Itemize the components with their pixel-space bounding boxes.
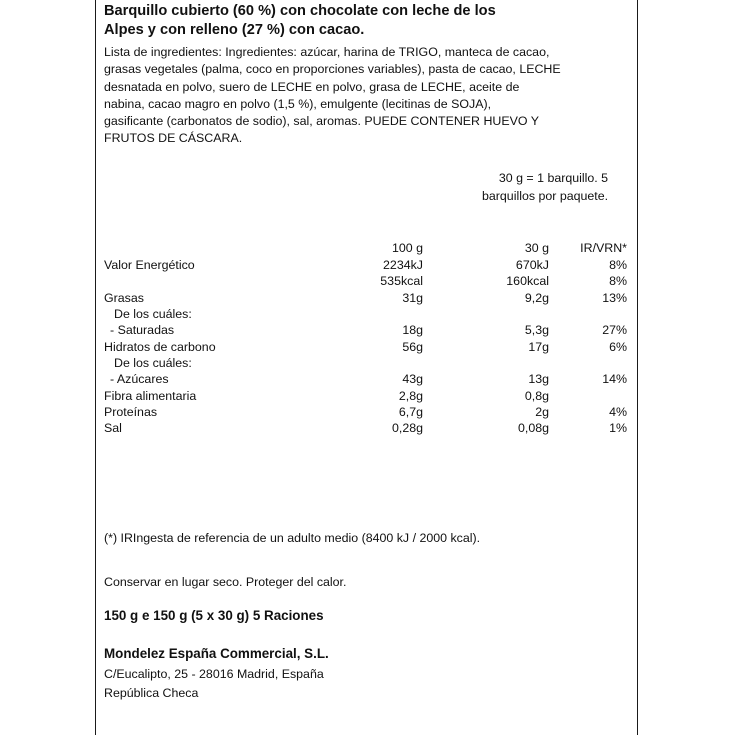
nutrient-serving: 5,3g (524, 323, 549, 337)
nutrient-rdi: 6% (609, 340, 627, 354)
nutrient-label: Fibra alimentaria (104, 389, 197, 403)
nutrient-rdi: 8% (609, 258, 627, 272)
title-line-1: Barquillo cubierto (60 %) con chocolate con leche de los (104, 3, 496, 19)
company-name: Mondelez España Commercial, S.L. (104, 646, 329, 661)
nutrient-label: Valor Energético (104, 258, 195, 272)
nutrient-label: Proteínas (104, 405, 158, 419)
nutrient-per100: 6,7g (398, 405, 423, 419)
ingredients-line: grasas vegetales (palma, coco en proporciones variables), pasta de cacao, LECHE (104, 62, 561, 77)
storage-instructions: Conservar en lugar seco. Proteger del calor. (104, 575, 347, 589)
nutrient-rdi: 13% (602, 291, 627, 305)
nutrient-rdi: 1% (609, 421, 627, 435)
nutrient-per100: 2,8g (398, 389, 423, 403)
nutrient-serving: 2g (535, 405, 549, 419)
nutrient-rdi: 8% (609, 274, 627, 288)
header-per100: 100 g (391, 241, 423, 255)
nutrient-per100: 56g (402, 340, 423, 354)
nutrient-label: De los cuáles: (114, 356, 192, 370)
net-weight: 150 g e 150 g (5 x 30 g) 5 Raciones (104, 608, 324, 623)
ingredients-line: desnatada en polvo, suero de LECHE en polvo, grasa de LECHE, aceite de (104, 79, 520, 94)
nutrient-per100: 0,28g (391, 421, 423, 435)
ingredients-list (104, 44, 561, 148)
nutrient-label: Grasas (104, 291, 144, 305)
nutrient-rdi: 4% (609, 405, 627, 419)
nutrient-serving: 670kJ (515, 258, 549, 272)
ingredients-line: gasificante (carbonatos de sodio), sal, aromas. PUEDE CONTENER HUEVO Y (104, 114, 539, 129)
nutrient-serving: 0,08g (517, 421, 549, 435)
nutrient-label: De los cuáles: (114, 307, 192, 321)
nutrient-serving: 13g (528, 372, 549, 386)
nutrient-label: - Saturadas (110, 323, 175, 337)
nutrient-label: - Azúcares (110, 372, 169, 386)
nutrient-serving: 9,2g (524, 291, 549, 305)
nutrient-label: Hidratos de carbono (104, 340, 216, 354)
title-line-2: Alpes y con relleno (27 %) con cacao. (104, 22, 365, 38)
nutrient-per100: 2234kJ (383, 258, 423, 272)
nutrient-serving: 0,8g (524, 389, 549, 403)
rdi-footnote: (*) IRIngesta de referencia de un adulto medio (8400 kJ / 2000 kcal). (104, 531, 481, 545)
nutrient-per100: 535kcal (380, 274, 423, 288)
country-of-origin: República Checa (104, 686, 199, 700)
nutrient-rdi: 14% (602, 372, 627, 386)
nutrient-per100: 43g (402, 372, 423, 386)
header-rdi: IR/VRN* (580, 241, 627, 255)
company-address: C/Eucalipto, 25 - 28016 Madrid, España (104, 667, 324, 681)
nutrient-serving: 17g (528, 340, 549, 354)
nutrient-rdi: 27% (602, 323, 627, 337)
serving-line: 30 g = 1 barquillo. 5 (498, 171, 609, 185)
ingredients-line: FRUTOS DE CÁSCARA. (104, 131, 243, 146)
nutrient-serving: 160kcal (506, 274, 549, 288)
ingredients-line: nabina, cacao magro en polvo (1,5 %), emulgente (lecitinas de SOJA), (104, 96, 492, 111)
nutrient-label: Sal (104, 421, 122, 435)
nutrient-per100: 31g (402, 291, 423, 305)
serving-info (482, 170, 608, 205)
header-serving: 30 g (524, 241, 549, 255)
serving-line: barquillos por paquete. (482, 188, 609, 203)
product-title (104, 2, 496, 40)
nutrient-per100: 18g (402, 323, 423, 337)
ingredients-line: Lista de ingredientes: Ingredientes: azúcar, harina de TRIGO, manteca de cacao, (104, 45, 550, 59)
